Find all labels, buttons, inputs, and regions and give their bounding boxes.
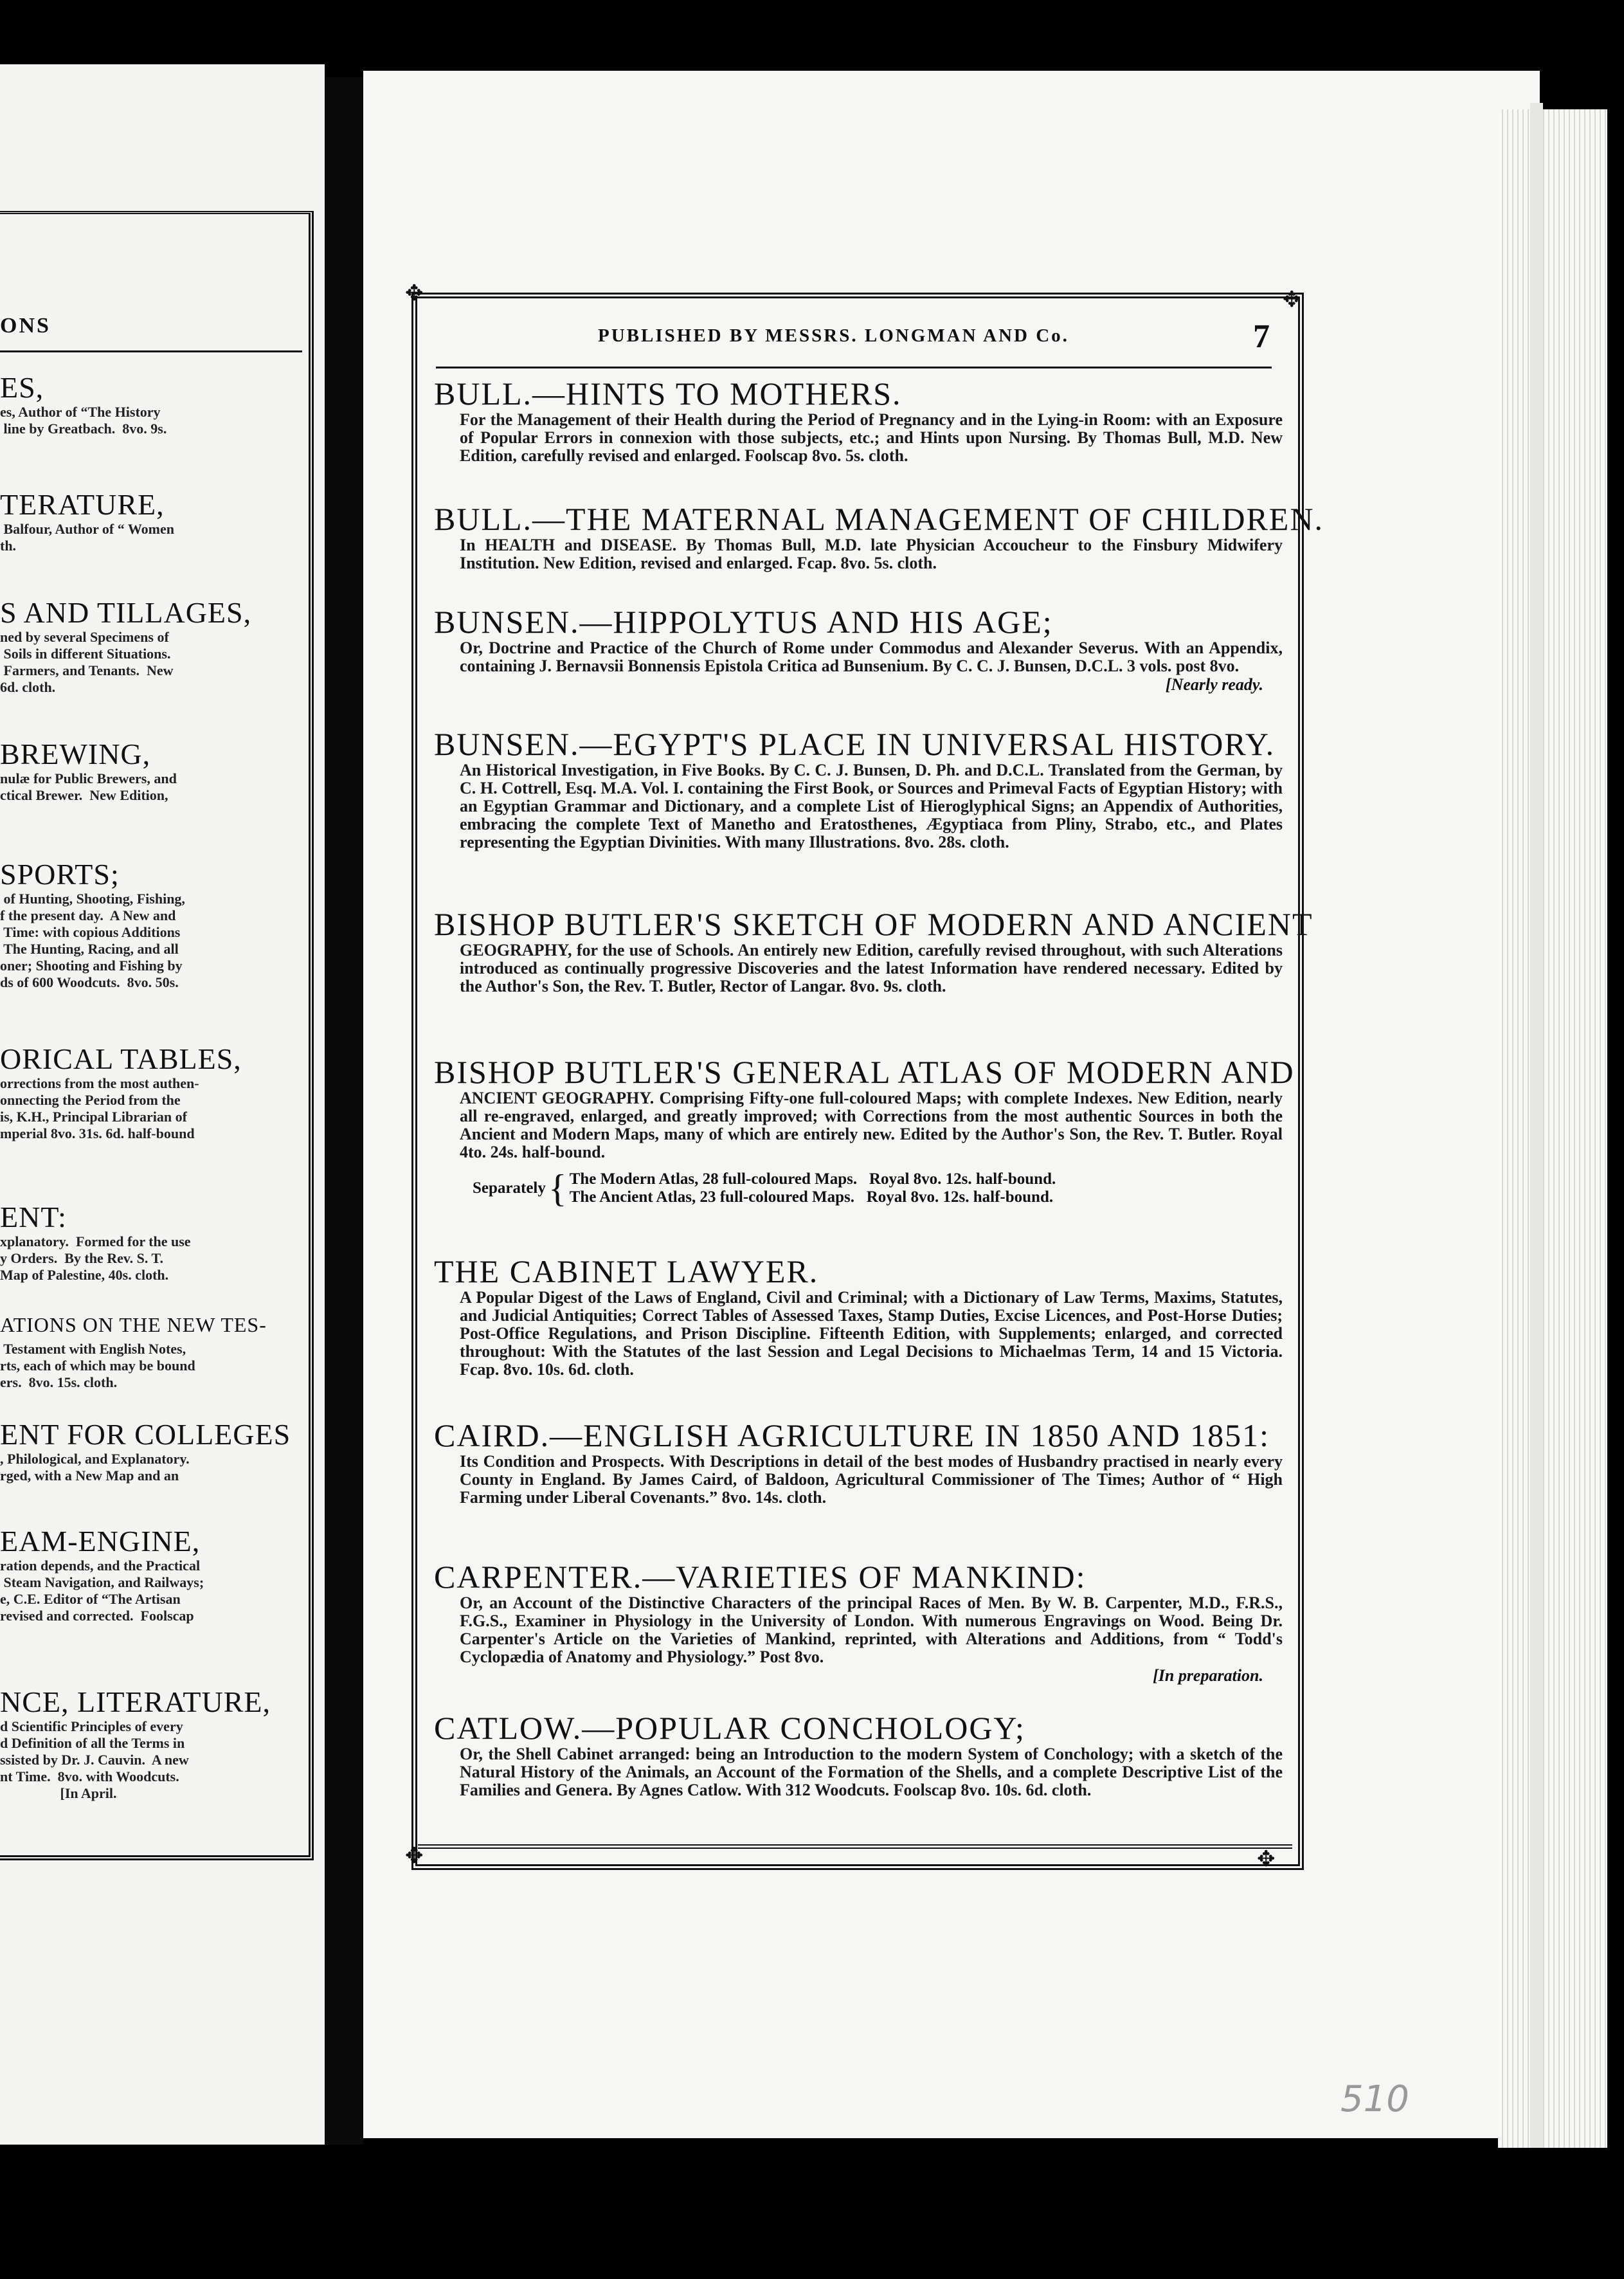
left-header-rule	[0, 350, 302, 352]
brace-icon: {	[548, 1167, 567, 1210]
running-header	[598, 318, 1279, 355]
left-entry-text: orrections from the most authen- onnecting the Period from the is, K.H., Principal Librarian of mperial 8vo. 31s. 6d. half-bound	[0, 1075, 199, 1141]
entry-title: CARPENTER.—VARIETIES OF MANKIND:	[434, 1559, 1087, 1595]
separately-block	[434, 1167, 1283, 1210]
entry-title: BISHOP BUTLER'S GENERAL ATLAS OF MODERN AND	[434, 1054, 1295, 1090]
catalogue-entry	[434, 604, 1283, 695]
left-entry-title: NCE, LITERATURE,	[0, 1685, 271, 1718]
entry-title: BUNSEN.—HIPPOLYTUS AND HIS AGE;	[434, 604, 1053, 640]
page-fore-edge	[1498, 109, 1607, 2148]
page-number: 7	[1253, 318, 1270, 355]
left-entry-text: Balfour, Author of “ Women th.	[0, 521, 174, 554]
entry-description: A Popular Digest of the Laws of England, Civil and Criminal; with a Dictionary of Law Terms, Maxims, Statutes, and Judicial Antiquities; Correct Tables of Assessed Taxes, Stamp Duties, Excise Licences, and Post-Horse Duties; Post-Office Regulations, and Prison Discipline. Fifteenth Edition, with Supplements; enlarged, and corrected throughout: With the Statutes of the last Session and Legal Decisions to Michaelmas Term, 14 and 15 Victoria. Fcap. 8vo. 10s. 6d. cloth.	[460, 1288, 1283, 1379]
corner-ornament-icon: ✥	[405, 1844, 424, 1868]
catalogue-entry	[434, 1054, 1295, 1210]
left-entry	[0, 1043, 270, 1142]
left-entry-text: ned by several Specimens of Soils in different Situations. Farmers, and Tenants. New 6d. cloth.	[0, 629, 174, 695]
left-entry-title: ORICAL TABLES,	[0, 1042, 242, 1075]
publisher-line: PUBLISHED BY MESSRS. LONGMAN AND Co.	[598, 325, 1069, 346]
separately-item: The Modern Atlas, 28 full-coloured Maps. Royal 8vo. 12s. half-bound.	[569, 1170, 1056, 1188]
left-entry	[0, 489, 270, 554]
entry-title: CAIRD.—ENGLISH AGRICULTURE IN 1850 AND 1851:	[434, 1417, 1270, 1453]
header-rule	[436, 367, 1272, 368]
left-entry-text: , Philological, and Explanatory. rged, with a New Map and an	[0, 1451, 190, 1484]
entry-status-note: [In preparation.	[1153, 1666, 1263, 1685]
entry-title: BUNSEN.—EGYPT'S PLACE IN UNIVERSAL HISTORY.	[434, 726, 1276, 762]
left-entry	[0, 858, 270, 991]
catalogue-entry	[434, 1559, 1283, 1685]
left-entry-text: xplanatory. Formed for the use y Orders. By the Rev. S. T. Map of Palestine, 40s. cloth.	[0, 1233, 191, 1283]
pencil-annotation: 510	[1340, 2078, 1409, 2120]
left-entry-title: EAM-ENGINE,	[0, 1525, 201, 1557]
catalogue-entry	[434, 376, 1283, 465]
separately-label: Separately	[473, 1179, 546, 1197]
left-entry-text: es, Author of “The History line by Greatbach. 8vo. 9s.	[0, 404, 167, 437]
entry-description: An Historical Investigation, in Five Books. By C. C. J. Bunsen, D. Ph. and D.C.L. Translated from the German, by C. H. Cottrell, Esq. M.A. Vol. I. containing the First Book, or Sources and Primeval Facts of Egyptian History; with an Egyptian Grammar and Dictionary, and a complete List of Hieroglyphical Signs; an Appendix of Authorities, embracing the complete Text of Manetho and Eratosthenes, Ægyptiaca from Pliny, Strabo, etc., and Plates representing the Egyptian Divinities. With many Illustrations. 8vo. 28s. cloth.	[460, 761, 1283, 851]
left-entry-text: d Scientific Principles of every d Definition of all the Terms in ssisted by Dr. J. Cauvin. A new nt Time. 8vo. with Woodcuts. [In April.	[0, 1718, 189, 1801]
left-entry-text: of Hunting, Shooting, Fishing, f the present day. A New and Time: with copious Additions The Hunting, Racing, and all oner; Shooting and Fishing by ds of 600 Woodcuts. 8vo. 50s.	[0, 891, 185, 990]
catalogue-entry	[434, 1418, 1283, 1507]
left-entry-title: BREWING,	[0, 738, 151, 770]
entry-title: BULL.—THE MATERNAL MANAGEMENT OF CHILDREN.	[434, 501, 1324, 537]
left-entry-title: ENT:	[0, 1201, 67, 1233]
entry-title: BULL.—HINTS TO MOTHERS.	[434, 376, 902, 412]
catalogue-entry	[434, 727, 1283, 851]
left-entry-text: Testament with English Notes, rts, each of which may be bound ers. 8vo. 15s. cloth.	[0, 1341, 195, 1390]
left-entry	[0, 1418, 291, 1484]
left-page-header: ONS	[0, 314, 51, 338]
entry-description: Its Condition and Prospects. With Descriptions in detail of the best modes of Husbandry practised in nearly every County in England. By James Caird, of Baldoon, Agricultural Commissioner of The Times; Author of “ High Farming under Liberal Covenants.” 8vo. 14s. cloth.	[460, 1452, 1283, 1507]
left-entry	[0, 1525, 270, 1624]
corner-ornament-icon: ✥	[1283, 288, 1301, 312]
left-entry-title: ATIONS ON THE NEW TES-	[0, 1313, 267, 1336]
entry-description: For the Management of their Health during the Period of Pregnancy and in the Lying-in Room: with an Exposure of Popular Errors in connexion with those subjects, etc.; and Hints upon Nursing. By Thomas Bull, M.D. New Edition, carefully revised and enlarged. Foolscap 8vo. 5s. cloth.	[460, 410, 1283, 465]
left-entry	[0, 1309, 270, 1391]
page-edge-shadow	[1530, 103, 1543, 2148]
entry-title: THE CABINET LAWYER.	[434, 1253, 819, 1289]
entry-description: ANCIENT GEOGRAPHY. Comprising Fifty-one full-coloured Maps; with complete Indexes. New Edition, nearly all re-engraved, enlarged, and greatly improved; with Corrections from the most authentic Sources in both the Ancient and Modern Maps, many of which are entirely new. Edited by the Author's Son, the Rev. T. Butler. Royal 4to. 24s. half-bound.	[460, 1089, 1283, 1161]
catalogue-entry	[434, 501, 1324, 572]
entry-description: Or, an Account of the Distinctive Characters of the principal Races of Men. By W. B. Carpenter, M.D., F.R.S., F.G.S., Examiner in Physiology in the University of London. With numerous Engravings on Wood. Being Dr. Carpenter's Article on the Varieties of Mankind, reprinted, with Alterations and Additions, from “ Todd's Cyclopædia of Anatomy and Physiology.” Post 8vo.	[460, 1593, 1283, 1666]
left-entry	[0, 1686, 270, 1802]
left-entry	[0, 597, 270, 696]
entry-description: Or, the Shell Cabinet arranged: being an Introduction to the modern System of Conchology; with a sketch of the Natural History of the Animals, an Account of the Formation of the Shells, and a complete Descriptive List of the Families and Genera. By Agnes Catlow. With 312 Woodcuts. Foolscap 8vo. 10s. 6d. cloth.	[460, 1745, 1283, 1799]
corner-ornament-icon: ✥	[1257, 1848, 1276, 1871]
entry-description: GEOGRAPHY, for the use of Schools. An entirely new Edition, carefully revised throughout, with such Alterations introduced as continually progressive Discoveries and the latest Information have rendered necessary. Edited by the Author's Son, the Rev. T. Butler, Rector of Langar. 8vo. 9s. cloth.	[460, 941, 1283, 995]
left-entry-title: TERATURE,	[0, 488, 165, 521]
left-entry	[0, 372, 270, 437]
catalogue-entry	[434, 906, 1313, 995]
book-gutter	[325, 77, 363, 2145]
left-entry-title: SPORTS;	[0, 858, 120, 891]
left-entry-text: ration depends, and the Practical Steam Navigation, and Railways; e, C.E. Editor of “The Artisan revised and corrected. Foolscap	[0, 1557, 204, 1624]
left-entry-text: nulæ for Public Brewers, and ctical Brewer. New Edition,	[0, 770, 177, 803]
separately-item: The Ancient Atlas, 23 full-coloured Maps. Royal 8vo. 12s. half-bound.	[569, 1188, 1054, 1206]
corner-ornament-icon: ✥	[405, 282, 424, 305]
entry-status-note: [Nearly ready.	[1165, 675, 1263, 694]
entry-title: BISHOP BUTLER'S SKETCH OF MODERN AND ANCIENT	[434, 906, 1313, 942]
entry-description: In HEALTH and DISEASE. By Thomas Bull, M.D. late Physician Accoucheur to the Finsbury Midwifery Institution. New Edition, revised and enlarged. Fcap. 8vo. 5s. cloth.	[460, 536, 1283, 572]
left-entry	[0, 738, 270, 804]
entry-title: CATLOW.—POPULAR CONCHOLOGY;	[434, 1710, 1025, 1746]
entry-description: Or, Doctrine and Practice of the Church of Rome under Commodus and Alexander Severus. With an Appendix, containing J. Bernavsii Bonnensis Epistola Critica ad Bunsenium. By C. C. J. Bunsen, D.C.L. 3 vols. post 8vo.	[460, 639, 1283, 675]
bottom-rule	[418, 1844, 1292, 1849]
left-entry-title: ENT FOR COLLEGES	[0, 1418, 291, 1451]
catalogue-entry	[434, 1254, 1283, 1379]
left-entry	[0, 1201, 270, 1284]
catalogue-entry	[434, 1711, 1283, 1799]
left-entry-title: S AND TILLAGES,	[0, 596, 252, 629]
left-entry-title: ES,	[0, 371, 44, 404]
